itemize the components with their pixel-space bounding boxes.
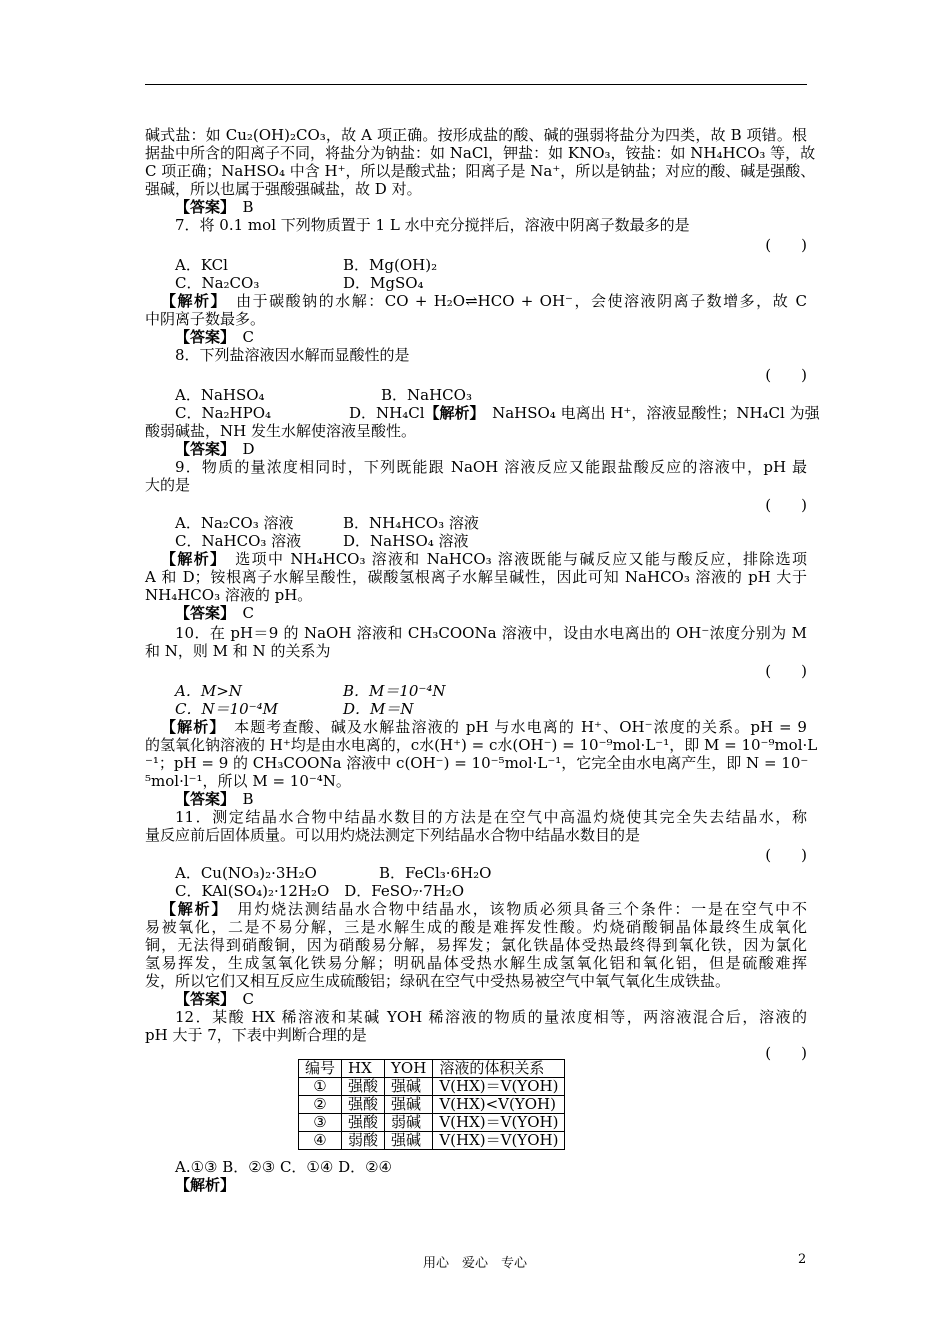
judgment-table: [298, 1059, 565, 1150]
question-stem: 11．测定结晶水合物中结晶水数目的方法是在空气中高温灼烧使其完全失去结晶水，称: [175, 808, 807, 826]
analysis-label: 【解析】: [161, 718, 219, 736]
option-row: [145, 514, 837, 532]
analysis-text: NaHSO₄ 电离出 H⁺，溶液显酸性；NH₄Cl 为强: [492, 404, 820, 422]
table-header: HX: [342, 1060, 385, 1078]
analysis-line: 的氢氧化钠溶液的 H⁺均是由水电离的，c水(H⁺) = c水(OH⁻) = 10⁻⁹mol·L⁻¹，即 M = 10⁻⁹mol·L: [145, 736, 818, 754]
analysis-line: [145, 292, 807, 310]
question-stem: 10．在 pH＝9 的 NaOH 溶液和 CH₃COONa 溶液中，设由水电离出的 OH⁻浓度分别为 M: [175, 624, 807, 642]
analysis-label: 【解析】: [161, 900, 221, 918]
question-stem: pH 大于 7，下表中判断合理的是: [145, 1026, 367, 1044]
table-cell: V(HX)＝V(YOH): [433, 1078, 565, 1096]
analysis-label: 【解析】: [161, 550, 219, 568]
option-row: [145, 256, 837, 274]
analysis-text: 由于碳酸钠的水解：CO + H₂O⇌HCO + OH⁻，会使溶液阴离子数增多，故 C: [236, 292, 807, 310]
table-cell: 强酸: [342, 1096, 385, 1114]
question-stem: 7．将 0.1 mol 下列物质置于 1 L 水中充分搅拌后，溶液中阴离子数最多的是: [175, 216, 690, 234]
option-row: [145, 882, 837, 900]
answer-value: C: [242, 328, 255, 346]
table-cell: ③: [299, 1114, 342, 1132]
answer-paren: ( ): [765, 1044, 807, 1062]
answer-line: [145, 198, 837, 216]
text-line: 强碱，所以也属于强酸强碱盐，故 D 对。: [145, 180, 422, 198]
option-d: D．M＝N: [343, 700, 414, 718]
table-cell: 强碱: [385, 1132, 433, 1150]
analysis-label: 【解析】: [161, 292, 220, 310]
analysis-line: [145, 900, 807, 918]
answer-label: 【答案】: [175, 790, 228, 808]
option-a: A．KCl: [175, 256, 228, 274]
question-stem: 和 N，则 M 和 N 的关系为: [145, 642, 331, 660]
answer-line: [145, 604, 837, 622]
answer-value: C: [242, 990, 255, 1008]
analysis-line: 中阴离子数最多。: [145, 310, 266, 328]
analysis-line: 易被氧化，二是不易分解，三是水解生成的酸是难挥发性酸。灼烧硝酸铜晶体最终生成氧化: [145, 918, 807, 936]
option-b: B．NaHCO₃: [381, 386, 472, 404]
option-row: [145, 864, 837, 882]
analysis-line: A 和 D；铵根离子水解呈酸性，碳酸氢根离子水解呈碱性，因此可知 NaHCO₃ 溶液的 pH 大于: [145, 568, 807, 586]
option-a: A．Cu(NO₃)₂·3H₂O: [175, 864, 317, 882]
answer-line: [145, 790, 837, 808]
option-d-with-analysis: [349, 404, 820, 422]
answer-label: 【答案】: [175, 198, 228, 216]
option-row: [145, 274, 837, 292]
option-d: D．NH₄Cl: [349, 404, 425, 422]
answer-paren: ( ): [765, 496, 807, 514]
table-cell: ①: [299, 1078, 342, 1096]
option-b: B．FeCl₃·6H₂O: [379, 864, 492, 882]
option-b: B．Mg(OH)₂: [343, 256, 438, 274]
text-line: 碱式盐：如 Cu₂(OH)₂CO₃，故 A 项正确。按形成盐的酸、碱的强弱将盐分为四类，故 B 项错。根: [145, 126, 807, 144]
answer-label: 【答案】: [175, 328, 228, 346]
analysis-line: [145, 1176, 837, 1194]
answer-label: 【答案】: [175, 440, 228, 458]
answer-paren: ( ): [765, 846, 807, 864]
table-cell: 强酸: [342, 1078, 385, 1096]
analysis-line: 发，所以它们又相互反应生成硫酸铝；绿矾在空气中受热易被空气中氧气氧化生成铁盐。: [145, 972, 731, 990]
analysis-line: 铜，无法得到硝酸铜，因为硝酸易分解，易挥发；氯化铁晶体受热最终得到氧化铁，因为氯化: [145, 936, 807, 954]
table-cell: V(HX)<V(YOH): [433, 1096, 565, 1114]
answer-line: [145, 328, 837, 346]
answer-paren: ( ): [765, 366, 807, 384]
option-c: C．Na₂HPO₄: [175, 404, 272, 422]
analysis-line: 酸弱碱盐，NH 发生水解使溶液呈酸性。: [145, 422, 416, 440]
answer-value: B: [242, 790, 254, 808]
option-a: A．M>N: [175, 682, 242, 700]
page-number: 2: [798, 1252, 807, 1267]
answer-label: 【答案】: [175, 604, 228, 622]
table-row: [299, 1114, 565, 1132]
table-cell: 弱酸: [342, 1132, 385, 1150]
analysis-text: 用灼烧法测结晶水合物中结晶水，该物质必须具备三个条件：一是在空气中不: [237, 900, 807, 918]
table-cell: 强酸: [342, 1114, 385, 1132]
option-row: [145, 532, 837, 550]
table-row: [299, 1078, 565, 1096]
question-stem: 12．某酸 HX 稀溶液和某碱 YOH 稀溶液的物质的量浓度相等，两溶液混合后，溶液的: [175, 1008, 807, 1026]
analysis-line: ⁵mol·l⁻¹，所以 M = 10⁻⁴N。: [145, 772, 351, 790]
table-header: 编号: [299, 1060, 342, 1078]
option-d: D．NaHSO₄ 溶液: [343, 532, 469, 550]
text-line: C 项正确；NaHSO₄ 中含 H⁺，所以是酸式盐；阳离子是 Na⁺，所以是钠盐；对应的酸、碱是强酸、: [145, 162, 816, 180]
analysis-line: [145, 550, 807, 568]
footer-text: 用心 爱心 专心: [422, 1256, 527, 1271]
option-c: C．N＝10⁻⁴M: [175, 700, 278, 718]
question-stem: 大的是: [145, 476, 191, 494]
table-cell: ②: [299, 1096, 342, 1114]
table-header: 溶液的体积关系: [433, 1060, 565, 1078]
question-stem: 量反应前后固体质量。可以用灼烧法测定下列结晶水合物中结晶水数目的是: [145, 826, 641, 844]
answer-value: C: [242, 604, 255, 622]
option-row: [145, 682, 837, 700]
table-cell: 强碱: [385, 1096, 433, 1114]
analysis-line: 氢易挥发，生成氢氧化铁易分解；明矾晶体受热水解生成氢氧化铝和氧化铝，但是硫酸难挥: [145, 954, 807, 972]
analysis-text: 本题考查酸、碱及水解盐溶液的 pH 与水电离的 H⁺、OH⁻浓度的关系。pH = 9: [234, 718, 807, 736]
answer-value: B: [242, 198, 254, 216]
option-c: C．Na₂CO₃: [175, 274, 260, 292]
option-row: [145, 404, 837, 422]
table-header-row: [299, 1060, 565, 1078]
analysis-label: 【解析】: [424, 404, 478, 422]
option-row: [145, 700, 837, 718]
option-row: [145, 386, 837, 404]
table-row: [299, 1096, 565, 1114]
question-stem: 8．下列盐溶液因水解而显酸性的是: [175, 346, 410, 364]
option-row: A.①③ B．②③ C．①④ D．②④: [175, 1158, 393, 1176]
question-stem: 9．物质的量浓度相同时，下列既能跟 NaOH 溶液反应又能跟盐酸反应的溶液中，pH 最: [175, 458, 807, 476]
text-line: 据盐中所含的阳离子不同，将盐分为钠盐：如 NaCl，钾盐：如 KNO₃，铵盐：如 NH₄HCO₃ 等，故: [145, 144, 816, 162]
option-b: B．NH₄HCO₃ 溶液: [343, 514, 479, 532]
answer-line: [145, 440, 837, 458]
analysis-label: 【解析】: [175, 1176, 236, 1194]
answer-line: [145, 990, 837, 1008]
table-cell: V(HX)＝V(YOH): [433, 1114, 565, 1132]
option-d: D．FeSO₇·7H₂O: [344, 882, 465, 900]
answer-paren: ( ): [765, 236, 807, 254]
table-cell: V(HX)＝V(YOH): [433, 1132, 565, 1150]
option-a: A．NaHSO₄: [175, 386, 265, 404]
table-header: YOH: [385, 1060, 433, 1078]
option-d: D．MgSO₄: [343, 274, 424, 292]
answer-value: D: [242, 440, 255, 458]
table-cell: 强碱: [385, 1078, 433, 1096]
analysis-line: [145, 718, 807, 736]
answer-label: 【答案】: [175, 990, 228, 1008]
analysis-text: 选项中 NH₄HCO₃ 溶液和 NaHCO₃ 溶液既能与碱反应又能与酸反应，排除选项: [235, 550, 807, 568]
option-c: C．KAl(SO₄)₂·12H₂O: [175, 882, 330, 900]
answer-paren: ( ): [765, 662, 807, 680]
analysis-line: NH₄HCO₃ 溶液的 pH。: [145, 586, 313, 604]
option-c: C．NaHCO₃ 溶液: [175, 532, 302, 550]
option-b: B．M＝10⁻⁴N: [343, 682, 446, 700]
header-rule: [145, 84, 807, 85]
option-a: A．Na₂CO₃ 溶液: [175, 514, 294, 532]
analysis-line: ⁻¹；pH = 9 的 CH₃COONa 溶液中 c(OH⁻) = 10⁻⁵mol·L⁻¹，它完全由水电离产生，即 N = 10⁻: [145, 754, 809, 772]
table-row: [299, 1132, 565, 1150]
table-cell: 弱碱: [385, 1114, 433, 1132]
table-cell: ④: [299, 1132, 342, 1150]
